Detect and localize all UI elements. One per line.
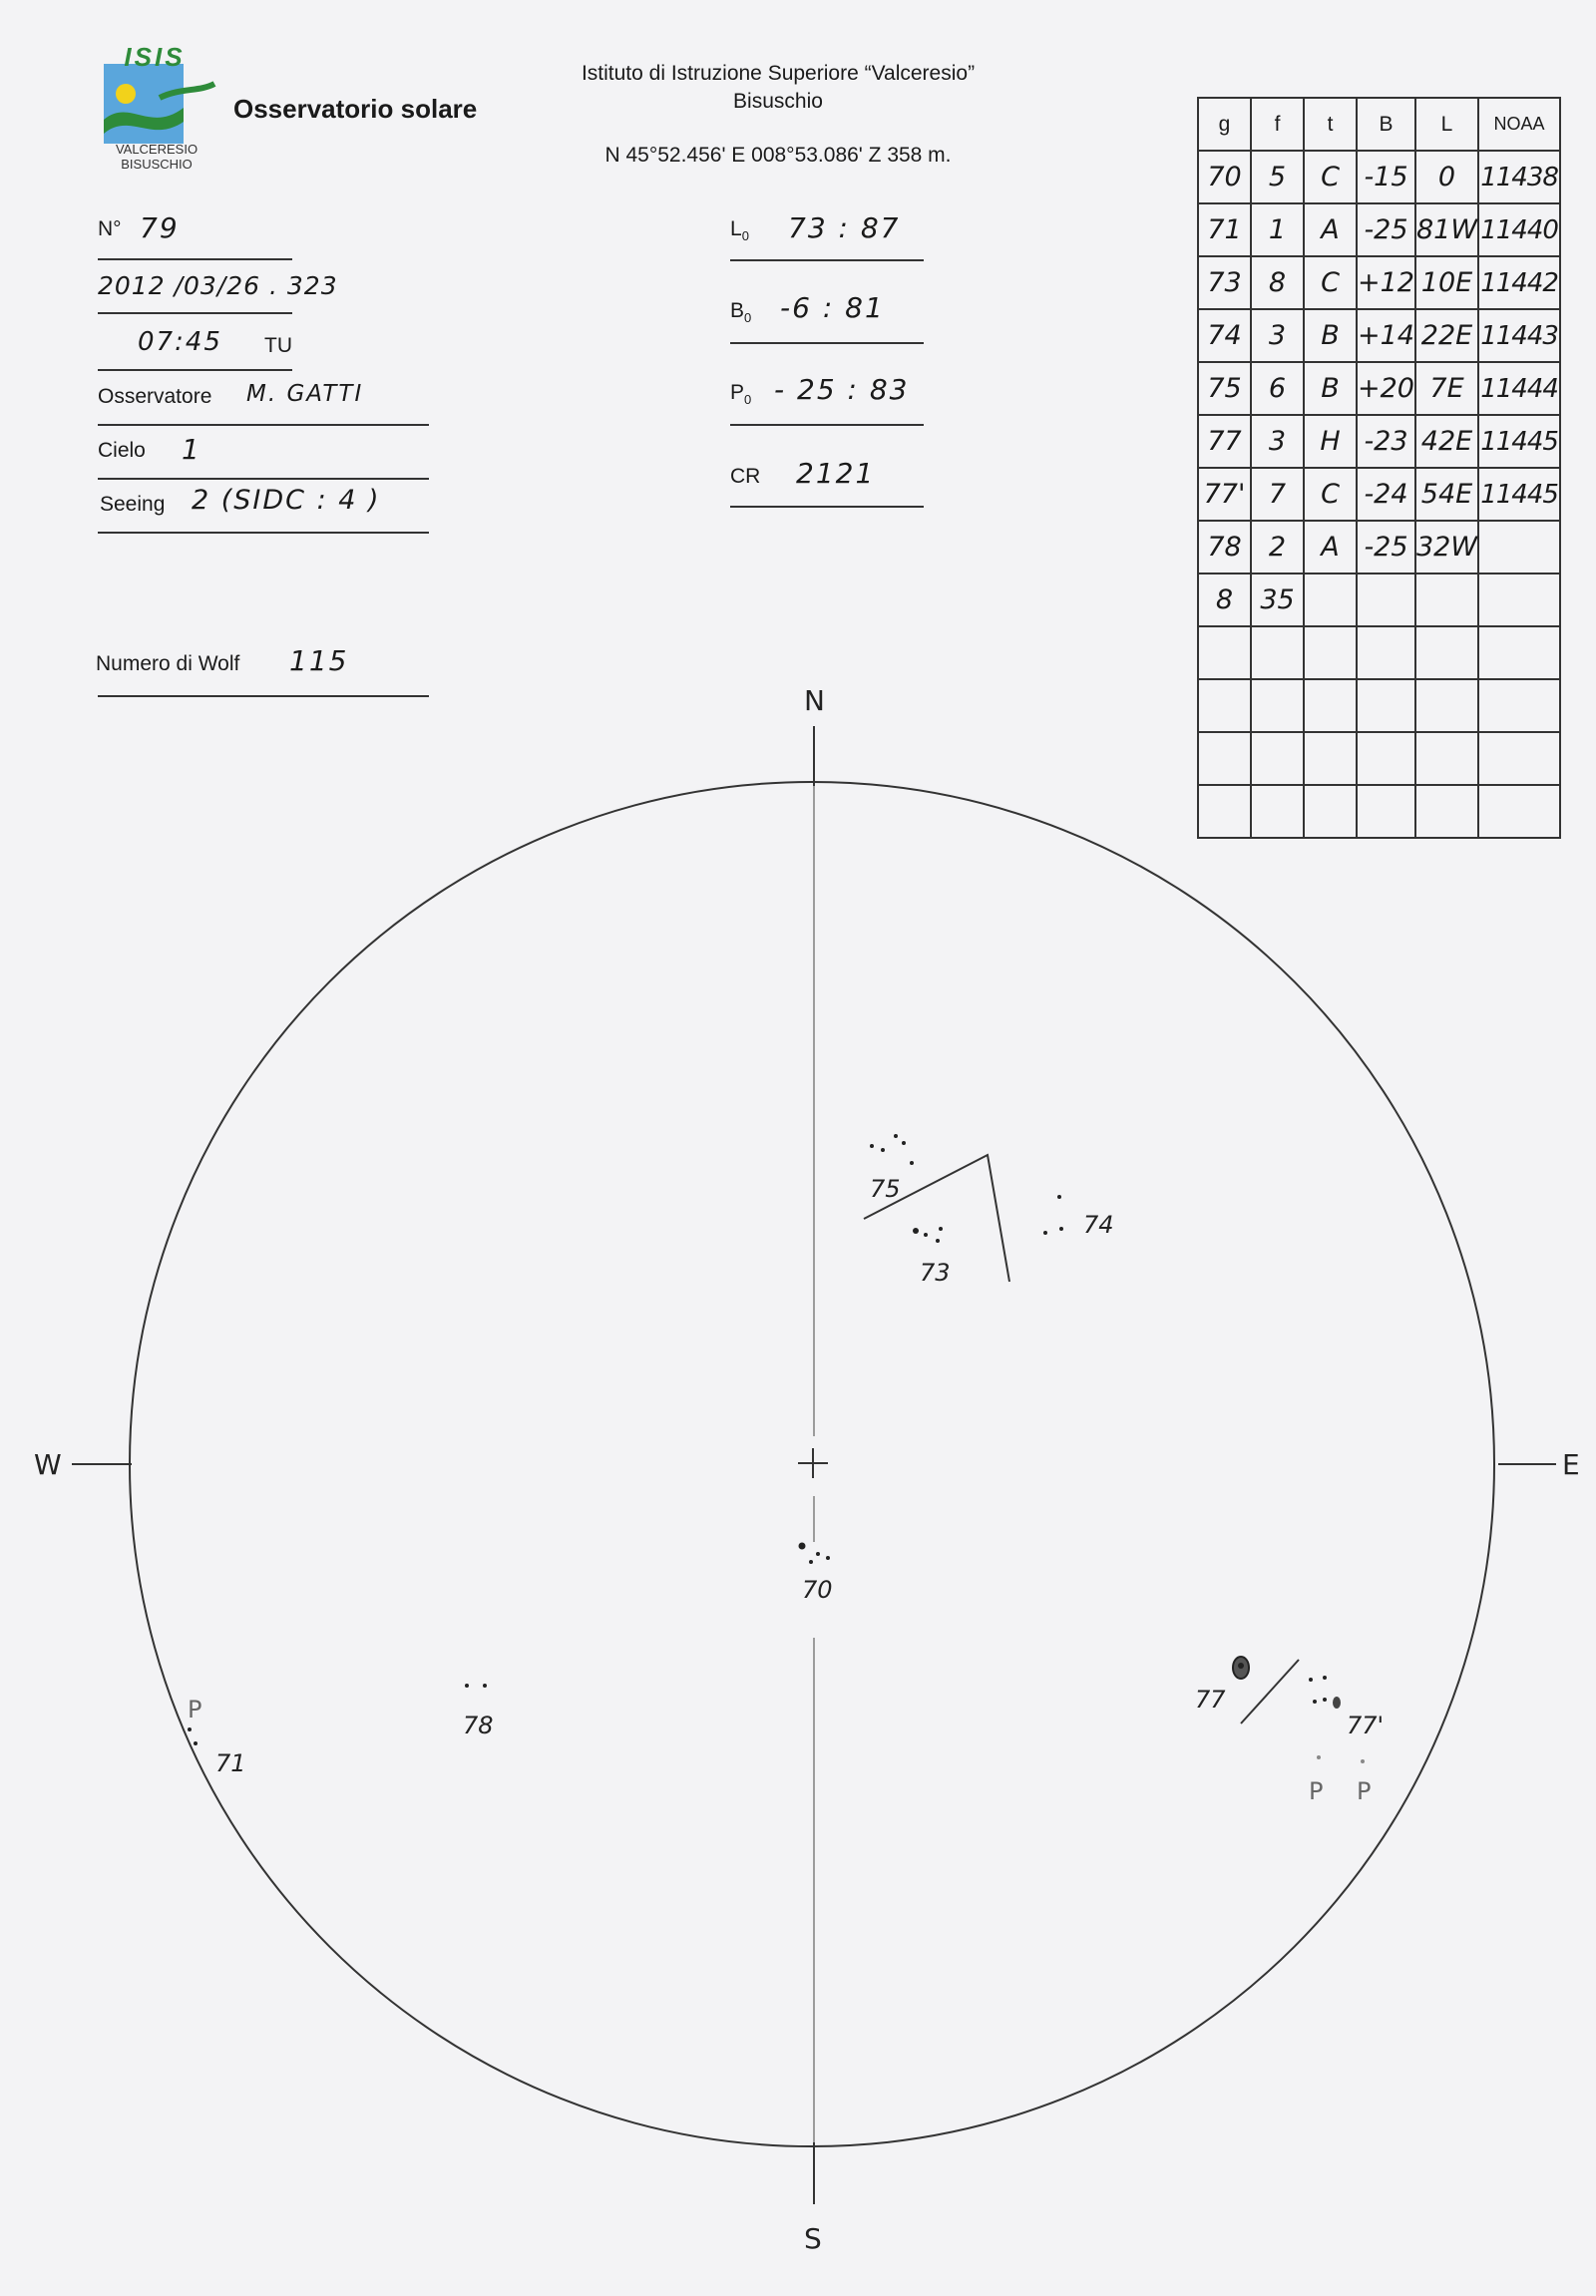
cell-t: A: [1304, 203, 1357, 256]
north-label: N: [804, 684, 825, 717]
sunspot-dots: [188, 1134, 1365, 1763]
sunspot-70-c: [826, 1556, 830, 1560]
institute-line2: Bisuschio: [733, 90, 823, 113]
time-unit: TU: [264, 334, 292, 357]
cell-noaa: 11442: [1478, 256, 1560, 309]
sunspot-73-a: [913, 1228, 919, 1234]
cell-b: -25: [1357, 521, 1415, 574]
sunspot-73-b: [924, 1233, 928, 1237]
cell-g: 78: [1198, 521, 1251, 574]
cell-t: C: [1304, 151, 1357, 203]
cell-b: -15: [1357, 151, 1415, 203]
group-label-71: 71: [215, 1749, 246, 1777]
wolf-label: Numero di Wolf: [96, 652, 240, 675]
cell-t: C: [1304, 468, 1357, 521]
cell-l: 22E: [1415, 309, 1478, 362]
cell-g: 74: [1198, 309, 1251, 362]
group-label-75: 75: [870, 1175, 901, 1203]
cell-l: 81W: [1415, 203, 1478, 256]
facula-marker-a: [1317, 1755, 1321, 1759]
polarity-label-77-b: P: [1357, 1777, 1372, 1805]
cell-b: -24: [1357, 468, 1415, 521]
sunspot-75-d: [902, 1141, 906, 1145]
sunspot-77-umbra: [1238, 1663, 1244, 1669]
cell-g: 73: [1198, 256, 1251, 309]
cell-f: 1: [1251, 203, 1304, 256]
sunspot-70-b: [816, 1552, 820, 1556]
cell-t: C: [1304, 256, 1357, 309]
header-g: g: [1198, 98, 1251, 151]
page-title: Osservatorio solare: [233, 94, 478, 124]
wolf-value: 115: [289, 644, 349, 677]
cell-f: 2: [1251, 521, 1304, 574]
cell-f: 3: [1251, 309, 1304, 362]
header-noaa: NOAA: [1478, 98, 1560, 151]
date-value: 2012 /03/26 . 323: [98, 271, 338, 300]
sunspot-74-a: [1057, 1195, 1061, 1199]
sunspot-77b-b: [1323, 1676, 1327, 1680]
group-label-73: 73: [920, 1259, 951, 1287]
seeing-label: Seeing: [100, 493, 166, 516]
cell-l: 0: [1415, 151, 1478, 203]
west-label: W: [34, 1448, 62, 1481]
group-label-70: 70: [802, 1576, 833, 1604]
cell-noaa: 11444: [1478, 362, 1560, 415]
cell-t: B: [1304, 309, 1357, 362]
sunspot-77b-d: [1323, 1698, 1327, 1702]
sunspot-71-b: [194, 1741, 198, 1745]
east-label: E: [1562, 1448, 1580, 1481]
cell-g: 70: [1198, 151, 1251, 203]
group-label-74: 74: [1083, 1211, 1114, 1239]
observer-value: M. GATTI: [246, 381, 364, 407]
l0-label: $L_0$: [730, 217, 749, 244]
sunspot-74-c: [1059, 1227, 1063, 1231]
cell-noaa: 11438: [1478, 151, 1560, 203]
cell-f: 7: [1251, 468, 1304, 521]
header-b: B: [1357, 98, 1415, 151]
logo-subtitle-line1: VALCERESIO: [115, 142, 199, 157]
cell-noaa: 11445: [1478, 468, 1560, 521]
observatory-coordinates: N 45°52.456' E 008°53.086' Z 358 m.: [604, 144, 952, 167]
sunspot-75-a: [870, 1144, 874, 1148]
sunspot-73-d: [936, 1239, 940, 1243]
cell-noaa: 11443: [1478, 309, 1560, 362]
number-value: 79: [140, 211, 180, 244]
p0-value: - 25 : 83: [774, 373, 910, 406]
b0-value: -6 : 81: [780, 291, 885, 324]
cell-l: 7E: [1415, 362, 1478, 415]
cell-g: 75: [1198, 362, 1251, 415]
sunspot-78-a: [465, 1684, 469, 1688]
group-label-77: 77: [1195, 1686, 1226, 1714]
cell-f: 8: [1251, 256, 1304, 309]
cell-b: +14: [1357, 309, 1415, 362]
p0-label: $P_0$: [730, 381, 752, 408]
sunspot-71-a: [188, 1727, 192, 1731]
group-label-78: 78: [463, 1712, 494, 1739]
sunspot-73-c: [939, 1227, 943, 1231]
cell-f: 6: [1251, 362, 1304, 415]
cell-g: 71: [1198, 203, 1251, 256]
logo-subtitle-line2: BISUSCHIO: [121, 157, 193, 172]
seeing-value: 2 (SIDC : 4 ): [192, 485, 381, 516]
cell-g: 77: [1198, 415, 1251, 468]
sunspot-75-e: [910, 1161, 914, 1165]
sunspot-77b-c: [1313, 1700, 1317, 1704]
cell-l: 42E: [1415, 415, 1478, 468]
cell-t: B: [1304, 362, 1357, 415]
header-l: L: [1415, 98, 1478, 151]
cr-label: CR: [730, 465, 761, 488]
sky-value: 1: [182, 433, 201, 466]
cell-t: A: [1304, 521, 1357, 574]
cell-t: H: [1304, 415, 1357, 468]
south-label: S: [804, 2222, 822, 2255]
header-f: f: [1251, 98, 1304, 151]
cell-noaa: 11440: [1478, 203, 1560, 256]
cr-value: 2121: [796, 457, 876, 490]
sunspot-70-a: [799, 1543, 806, 1550]
sunspot-78-b: [483, 1684, 487, 1688]
cell-b: -25: [1357, 203, 1415, 256]
observer-label: Osservatore: [98, 385, 212, 408]
sunspot-75-c: [894, 1134, 898, 1138]
group-label-77b: 77': [1347, 1712, 1385, 1739]
cell-b: -23: [1357, 415, 1415, 468]
cell-l: 54E: [1415, 468, 1478, 521]
cell-l: 10E: [1415, 256, 1478, 309]
sky-label: Cielo: [98, 439, 146, 462]
polarity-label-71: P: [188, 1696, 202, 1723]
b0-label: $B_0$: [730, 299, 752, 326]
logo-wordmark: ISIS: [124, 42, 186, 72]
time-value: 07:45: [138, 327, 222, 357]
institute-line1: Istituto di Istruzione Superiore “Valceresio”: [581, 62, 976, 85]
header-t: t: [1304, 98, 1357, 151]
sunspot-77b-a: [1309, 1678, 1313, 1682]
sunspot-70-d: [809, 1560, 813, 1564]
sunspot-77b-e: [1333, 1697, 1341, 1709]
number-label: N°: [98, 217, 122, 240]
cell-noaa: 11445: [1478, 415, 1560, 468]
cell-g: 77': [1198, 468, 1251, 521]
cell-l: 32W: [1415, 521, 1478, 574]
polarity-label-77-a: P: [1309, 1777, 1324, 1805]
cell-f: 5: [1251, 151, 1304, 203]
l0-value: 73 : 87: [788, 211, 901, 244]
facula-marker-b: [1361, 1759, 1365, 1763]
cell-g: 8: [1198, 574, 1251, 626]
cell-f: 3: [1251, 415, 1304, 468]
cell-b: +20: [1357, 362, 1415, 415]
sunspot-75-b: [881, 1148, 885, 1152]
cell-f: 35: [1251, 574, 1304, 626]
sunspot-74-b: [1043, 1231, 1047, 1235]
cell-b: +12: [1357, 256, 1415, 309]
